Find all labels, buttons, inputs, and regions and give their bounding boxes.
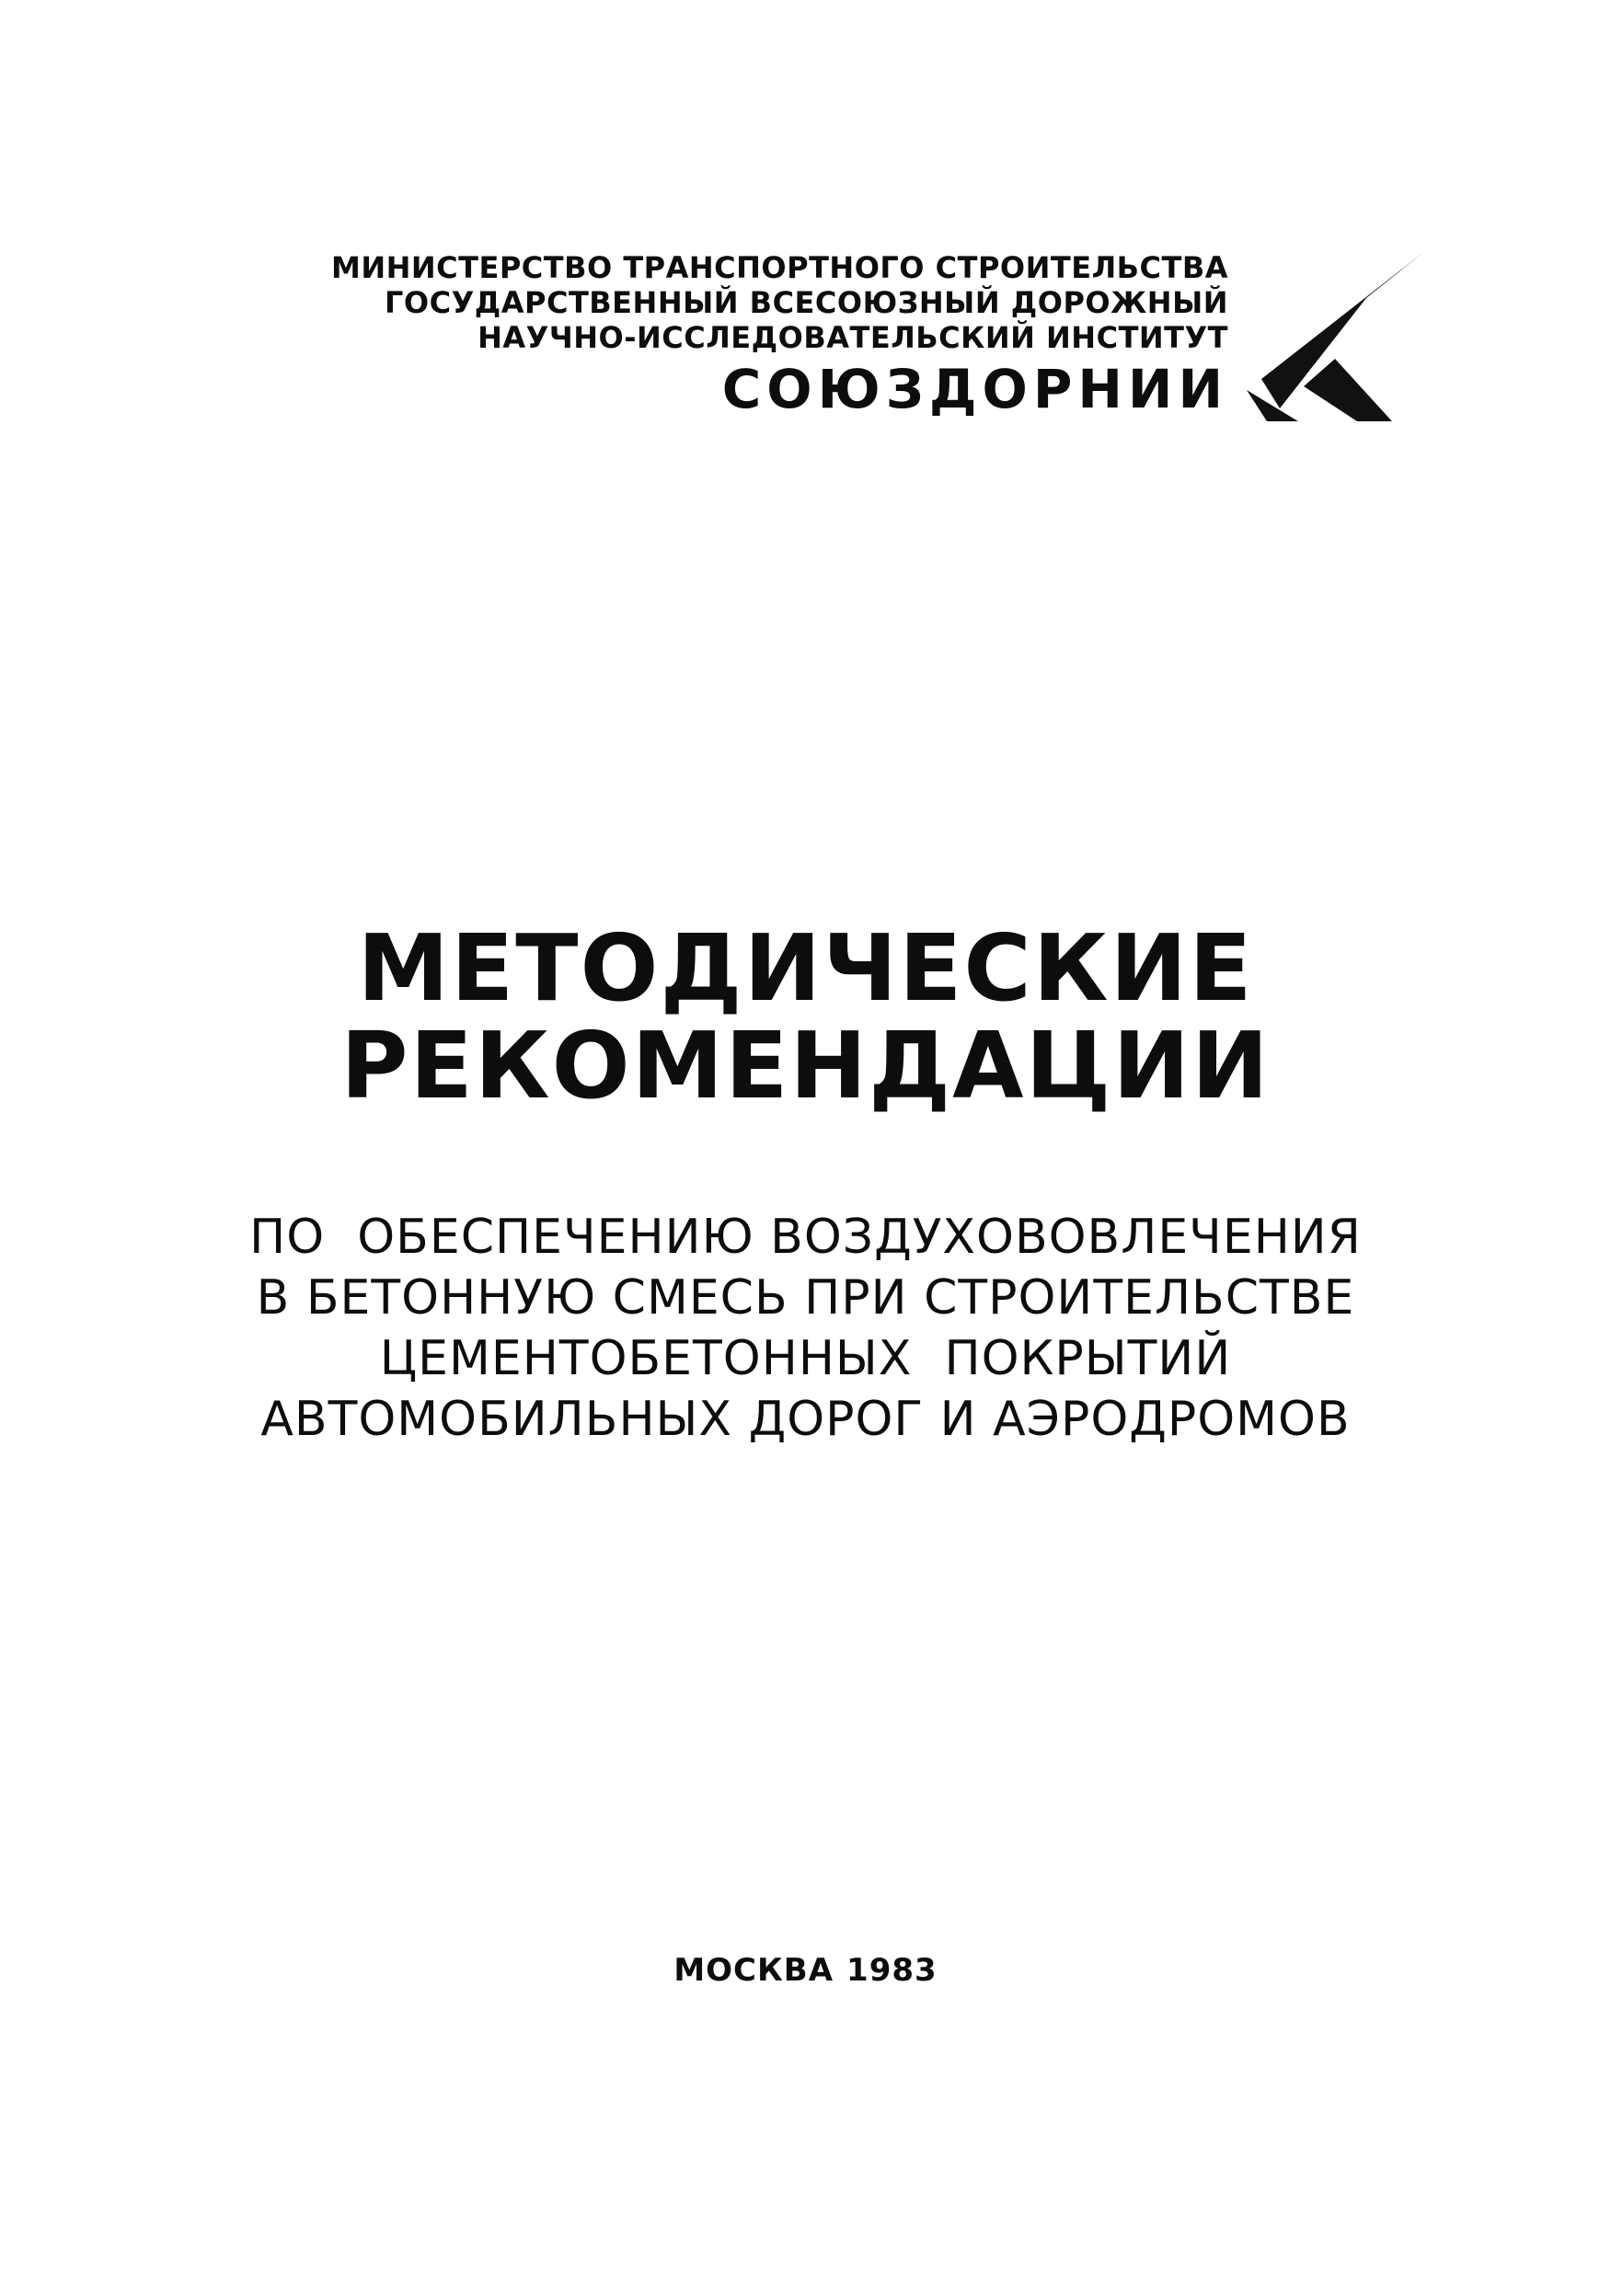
subtitle-line-2: В БЕТОННУЮ СМЕСЬ ПРИ СТРОИТЕЛЬСТВЕ [256,1270,1355,1326]
institute-line-2: НАУЧНО-ИССЛЕДОВАТЕЛЬСКИЙ ИНСТИТУТ [478,320,1228,355]
subtitle-line-1: ПО ОБЕСПЕЧЕНИЮ ВОЗДУХОВОВЛЕЧЕНИЯ [249,1210,1362,1265]
imprint [0,1952,1611,1989]
soyuzdornii-logo-icon [1247,250,1431,434]
ministry-line: МИНИСТЕРСТВО ТРАНСПОРТНОГО СТРОИТЕЛЬСТВА [330,250,1228,285]
organization-name: СОЮЗДОРНИИ [721,358,1228,420]
title-line-1: МЕТОДИЧЕСКИЕ [357,914,1254,1022]
institute-line-1: ГОСУДАРСТВЕННЫЙ ВСЕСОЮЗНЫЙ ДОРОЖНЫЙ [385,285,1228,320]
subtitle-line-3: ЦЕМЕНТОБЕТОННЫХ ПОКРЫТИЙ [379,1331,1232,1386]
imprint-city: МОСКВА [673,1952,834,1989]
publisher-header [276,250,1242,434]
document-title [0,914,1611,1119]
subtitle-line-4: АВТОМОБИЛЬНЫХ ДОРОГ И АЭРОДРОМОВ [260,1392,1351,1447]
title-line-2: РЕКОМЕНДАЦИИ [340,1012,1271,1119]
publisher-lines [276,250,1228,421]
imprint-year: 1983 [846,1952,938,1989]
document-subtitle [0,1207,1611,1450]
